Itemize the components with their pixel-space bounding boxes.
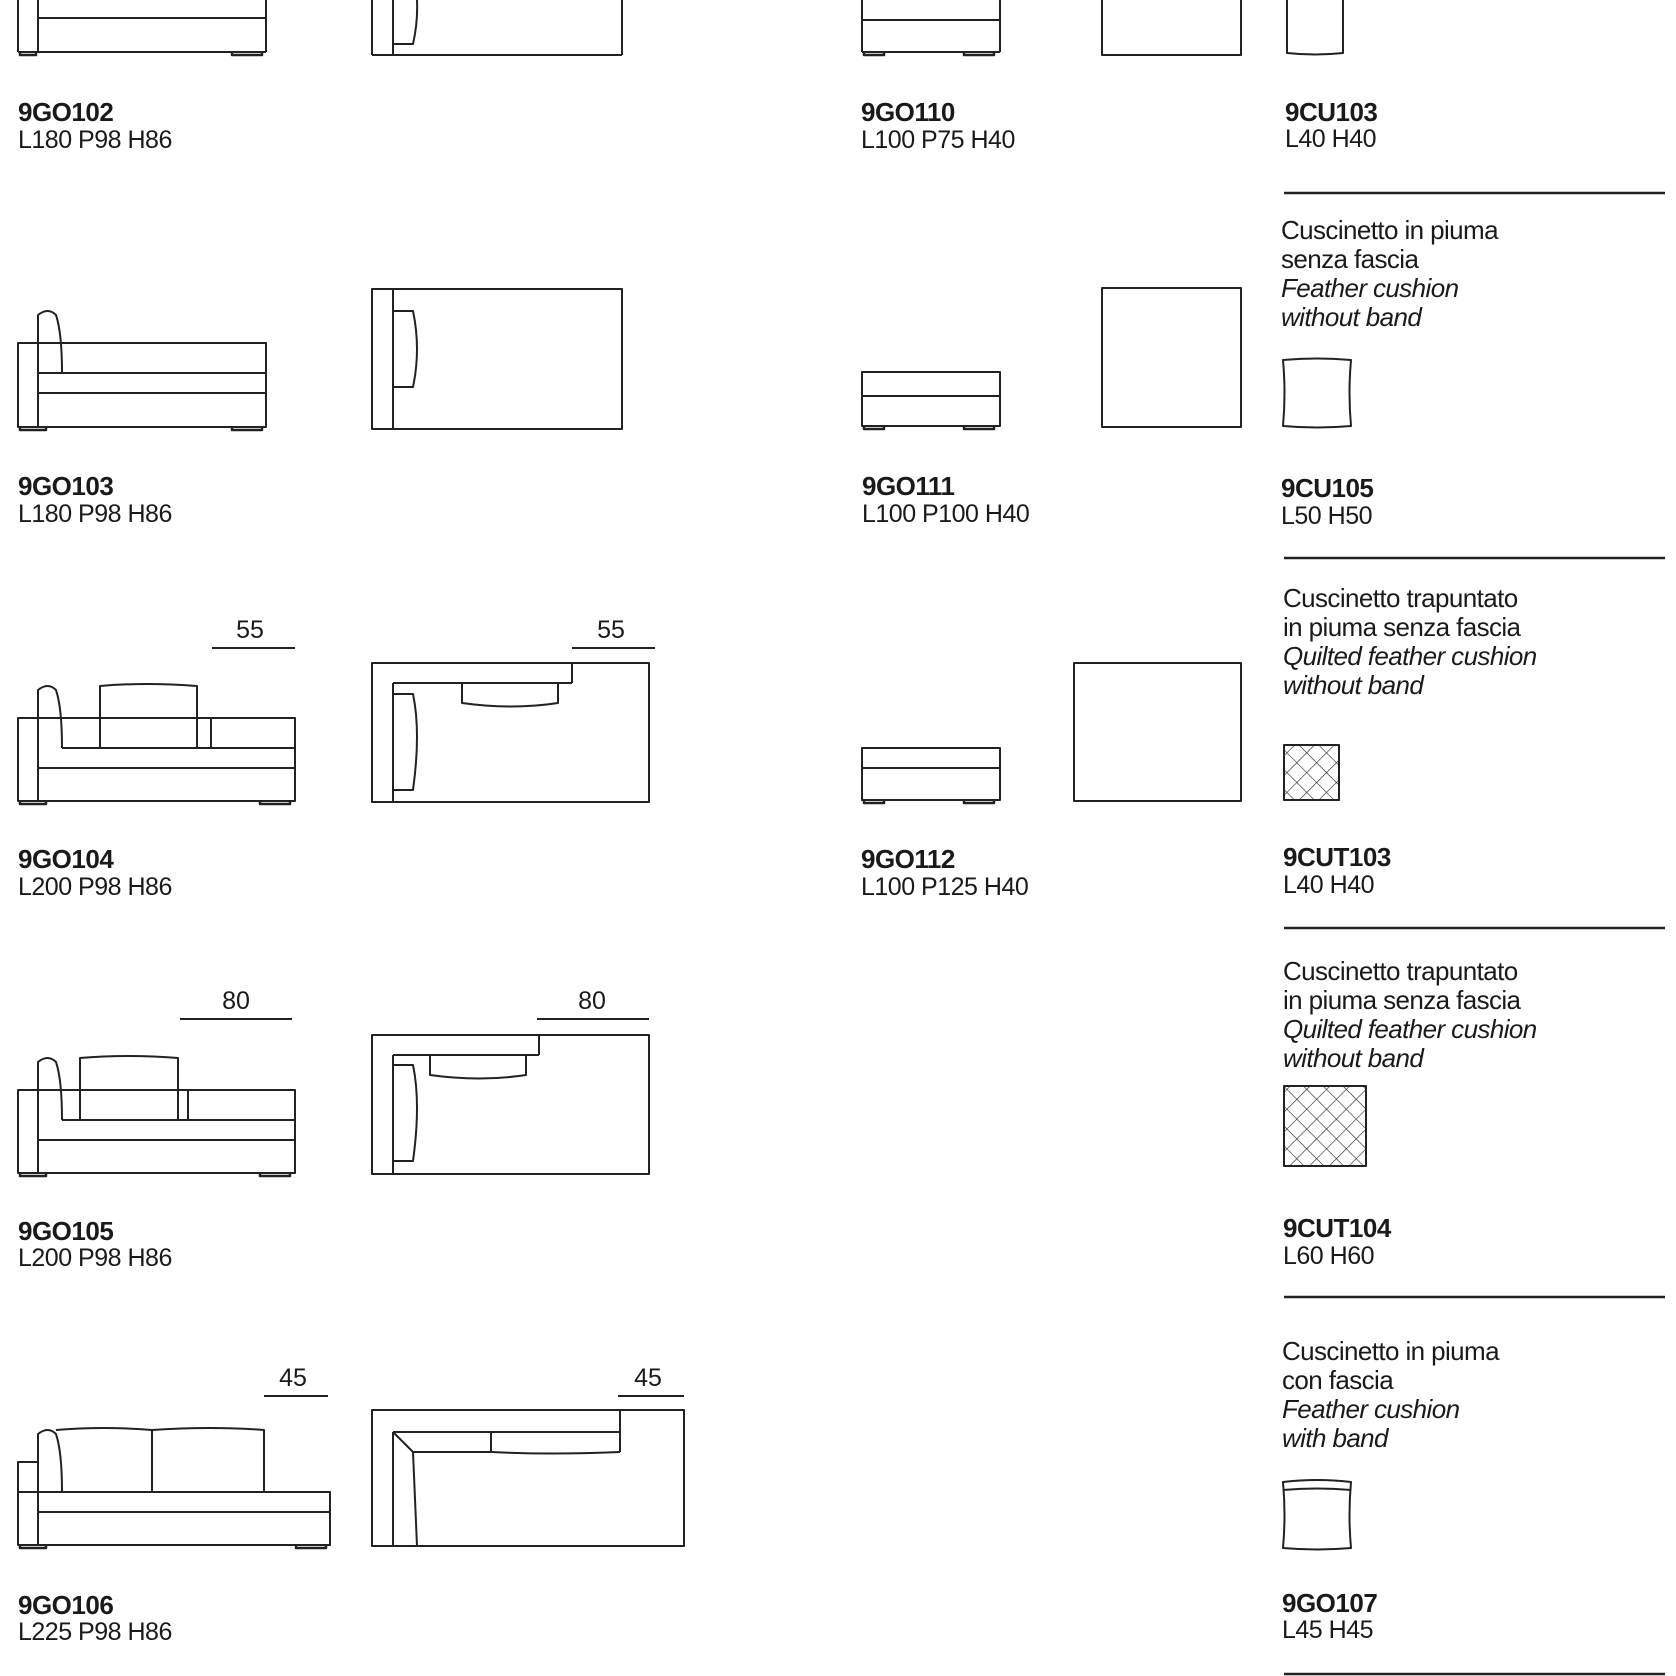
product-dims-9cut103: L40 H40 <box>1283 871 1375 899</box>
product-dims-9go103: L180 P98 H86 <box>18 500 172 528</box>
description-en-line-1: Feather cushion <box>1282 1394 1460 1424</box>
9go112-top-view <box>1074 663 1241 801</box>
9go103-front-view <box>18 311 266 430</box>
description-it-line-1: Cuscinetto in piuma <box>1281 215 1498 245</box>
product-code-9cu105: 9CU105 <box>1281 473 1374 503</box>
product-code-9go102: 9GO102 <box>18 97 114 127</box>
9go102-top-view <box>372 0 622 55</box>
description-it-line-2: in piuma senza fascia <box>1283 612 1521 642</box>
9go111-top-view <box>1102 288 1241 427</box>
product-dims-9go110: L100 P75 H40 <box>861 126 1015 154</box>
product-code-9cu103: 9CU103 <box>1285 97 1378 127</box>
9cu105-drawing <box>1283 359 1351 428</box>
9go106-front-measure: 45 <box>279 1364 307 1392</box>
product-dims-9go111: L100 P100 H40 <box>862 500 1030 528</box>
product-code-9cut103: 9CUT103 <box>1283 842 1391 872</box>
9go105-front-view <box>18 1019 295 1176</box>
description-it-line-1: Cuscinetto in piuma <box>1282 1336 1499 1366</box>
9go105-front-measure: 80 <box>222 987 250 1015</box>
9go105-top-measure: 80 <box>578 987 606 1015</box>
9go102-front-view <box>18 0 266 55</box>
9cut103-drawing <box>1284 745 1339 800</box>
product-code-9go103: 9GO103 <box>18 471 114 501</box>
description-en-line-1: Quilted feather cushion <box>1283 1014 1537 1044</box>
product-dims-9go104: L200 P98 H86 <box>18 873 172 901</box>
product-code-9go107: 9GO107 <box>1282 1588 1378 1618</box>
9go110-top-view <box>1102 0 1241 55</box>
product-code-9go111: 9GO111 <box>862 471 955 501</box>
9go103-top-view <box>372 289 622 429</box>
description-it-line-2: senza fascia <box>1281 244 1419 274</box>
product-dims-9go112: L100 P125 H40 <box>861 873 1029 901</box>
product-code-9go105: 9GO105 <box>18 1216 114 1246</box>
9go104-top-view <box>372 648 655 802</box>
product-code-9go104: 9GO104 <box>18 844 114 874</box>
product-dims-9cu103: L40 H40 <box>1285 125 1377 153</box>
9go104-front-measure: 55 <box>236 616 264 644</box>
description-it-line-2: in piuma senza fascia <box>1283 985 1521 1015</box>
product-dims-9cu105: L50 H50 <box>1281 502 1373 530</box>
9go107-drawing <box>1283 1480 1351 1550</box>
9go105-top-view <box>372 1019 649 1174</box>
product-code-9go112: 9GO112 <box>861 844 955 874</box>
description-9cut103 <box>1283 584 1537 700</box>
product-code-9go110: 9GO110 <box>861 97 955 127</box>
9go106-top-measure: 45 <box>634 1364 662 1392</box>
description-it-line-1: Cuscinetto trapuntato <box>1283 956 1518 986</box>
product-dims-9go105: L200 P98 H86 <box>18 1244 172 1272</box>
description-9cu105 <box>1281 216 1498 332</box>
description-en-line-1: Quilted feather cushion <box>1283 641 1537 671</box>
product-dims-9go107: L45 H45 <box>1282 1616 1374 1644</box>
description-it-line-1: Cuscinetto trapuntato <box>1283 583 1518 613</box>
product-code-9cut104: 9CUT104 <box>1283 1213 1391 1243</box>
9go110-front-view <box>862 0 1000 55</box>
description-9cut104 <box>1283 957 1537 1073</box>
9cut104-drawing <box>1284 1086 1366 1166</box>
product-dims-9cut104: L60 H60 <box>1283 1242 1375 1270</box>
description-en-line-2: without band <box>1283 1043 1424 1073</box>
description-en-line-2: without band <box>1283 670 1424 700</box>
9go106-top-view <box>372 1396 684 1546</box>
description-en-line-2: with band <box>1282 1423 1388 1453</box>
product-dims-9go106: L225 P98 H86 <box>18 1618 172 1646</box>
description-en-line-1: Feather cushion <box>1281 273 1459 303</box>
description-9go107 <box>1282 1337 1499 1453</box>
9go112-front-view <box>862 748 1000 803</box>
description-it-line-2: con fascia <box>1282 1365 1394 1395</box>
9cu103-drawing <box>1287 0 1343 55</box>
9go104-top-measure: 55 <box>597 616 625 644</box>
9go104-front-view <box>18 648 295 804</box>
product-dims-9go102: L180 P98 H86 <box>18 126 172 154</box>
9go111-front-view <box>862 372 1000 429</box>
product-code-9go106: 9GO106 <box>18 1590 114 1620</box>
description-en-line-2: without band <box>1281 302 1422 332</box>
9go106-front-view <box>18 1396 330 1548</box>
